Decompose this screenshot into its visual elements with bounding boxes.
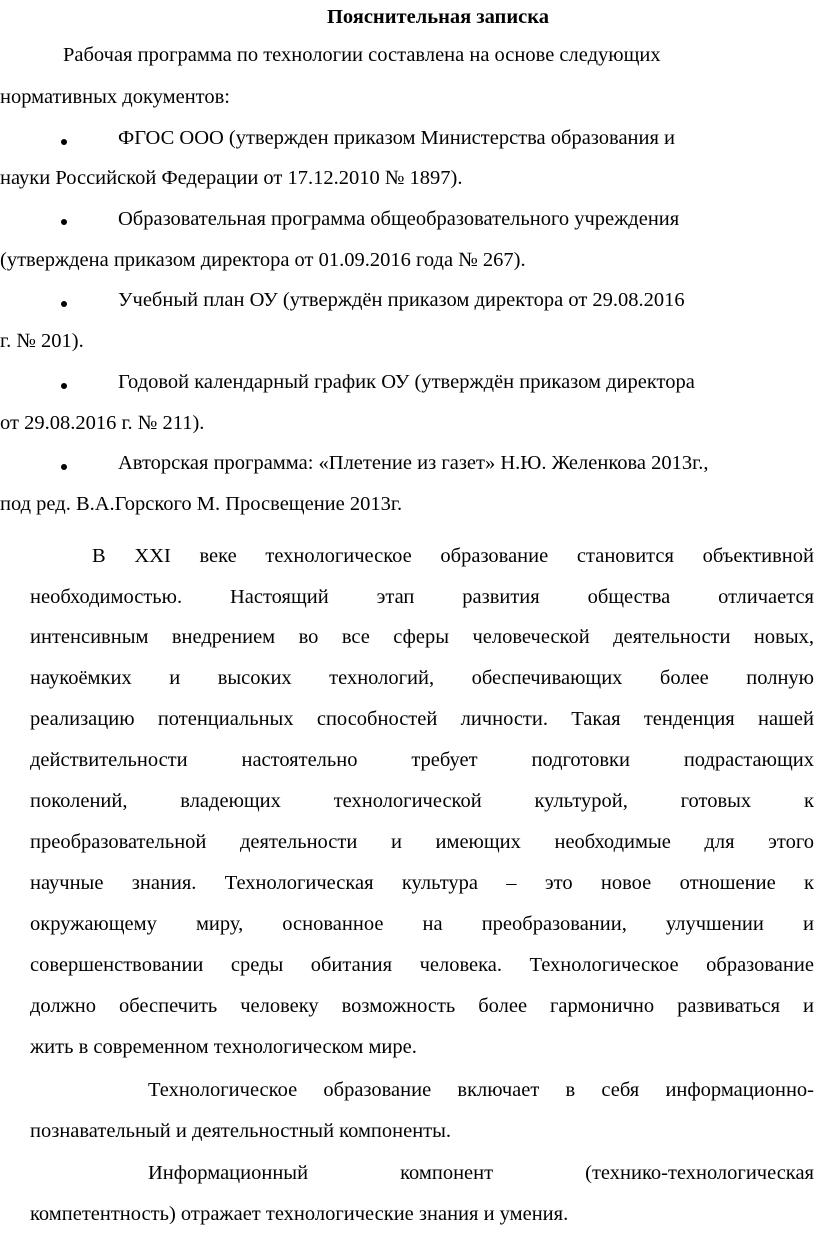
paragraph-line: Информационный компонент (технико-технологическая [148, 1162, 814, 1184]
list-item-text: Учебный план ОУ (утверждён приказом директора от 29.08.2016 [118, 289, 685, 311]
paragraph-line: познавательный и деятельностный компоненты. [30, 1120, 452, 1142]
paragraph-line: совершенствовании среды обитания человека. Технологическое образование [30, 954, 814, 976]
bullet-icon [61, 301, 67, 307]
bullet-icon [61, 139, 67, 145]
list-item-text: Образовательная программа общеобразовательного учреждения [118, 208, 680, 230]
paragraph-line: преобразовательной деятельности и имеющих необходимые для этого [30, 831, 814, 853]
paragraph-line: Технологическое образование включает в себя информационно- [148, 1079, 814, 1101]
paragraph-line: окружающему миру, основанное на преобразовании, улучшении и [30, 913, 814, 935]
paragraph-line: реализацию потенциальных способностей личности. Такая тенденция нашей [30, 708, 814, 730]
paragraph-line: действительности настоятельно требует подготовки подрастающих [30, 749, 814, 771]
paragraph-line: наукоёмких и высоких технологий, обеспечивающих более полную [30, 667, 814, 689]
paragraph-line: должно обеспечить человеку возможность более гармонично развиваться и [30, 995, 814, 1017]
intro-line: нормативных документов: [0, 86, 230, 108]
bullet-icon [61, 464, 67, 470]
list-item-text: Авторская программа: «Плетение из газет» Н.Ю. Желенкова 2013г., [118, 452, 709, 474]
list-item-text: г. № 201). [0, 330, 84, 352]
intro-line: Рабочая программа по технологии составлена на основе следующих [63, 44, 661, 66]
paragraph-line: В XXI веке технологическое образование становится объективной [92, 545, 814, 567]
list-item-text: науки Российской Федерации от 17.12.2010 № 1897). [0, 167, 463, 189]
paragraph-line: компетентность) отражает технологические знания и умения. [30, 1203, 569, 1225]
paragraph-line: необходимостью. Настоящий этап развития общества отличается [30, 586, 814, 608]
list-item-text: ФГОС ООО (утвержден приказом Министерства образования и [118, 127, 676, 149]
paragraph-line: жить в современном технологическом мире. [30, 1036, 417, 1058]
list-item-text: Годовой календарный график ОУ (утверждён приказом директора [118, 371, 695, 393]
bullet-icon [61, 383, 67, 389]
paragraph-line: поколений, владеющих технологической культурой, готовых к [30, 790, 814, 812]
paragraph-line: научные знания. Технологическая культура – это новое отношение к [30, 872, 814, 894]
list-item-text: от 29.08.2016 г. № 211). [0, 412, 205, 434]
paragraph-line: интенсивным внедрением во все сферы человеческой деятельности новых, [30, 626, 814, 648]
page-title: Пояснительная записка [326, 6, 550, 28]
bullet-icon [61, 219, 67, 225]
list-item-text: (утверждена приказом директора от 01.09.2016 года № 267). [0, 249, 526, 271]
list-item-text: под ред. В.А.Горского М. Просвещение 2013г. [0, 493, 403, 515]
